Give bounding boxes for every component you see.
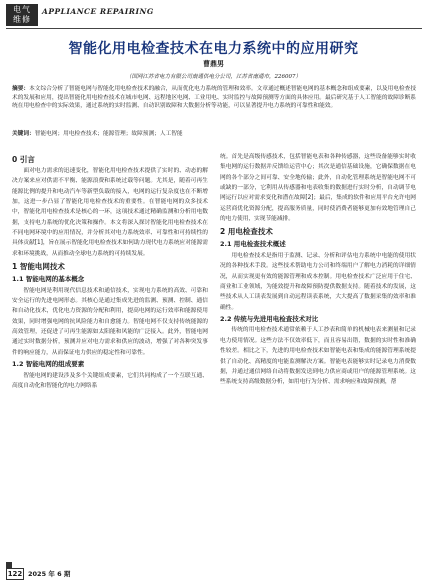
journal-header: [0, 0, 427, 30]
body-paragraph: 智能电网的建设涉及多个关键组成要素，它们共同构成了一个互联互通、高度自动化和智能化的电力网络系: [12, 372, 208, 389]
author-affiliation: （国网江苏省电力有限公司南通供电分公司，江苏省南通市，226007）: [126, 74, 301, 80]
abstract-label: 摘要：: [12, 86, 30, 92]
section-label: APPLIANCE REPAIRING: [42, 7, 154, 16]
issue-label: 2025 年 6 期: [28, 570, 71, 578]
keywords: [12, 130, 416, 139]
section-heading: 1 智能电网技术: [12, 262, 65, 272]
keywords-label: 关键词：: [12, 131, 35, 137]
body-paragraph: 用电检查技术是指用于监测、记录、分析和评估电力系统中电能的使用状况的各种技术手段。这些技术帮助电力公司和终端用户了解电力消耗的详细情况，从而实现更有效的能源管理和成本控制。用电检查技术广泛应用于住宅、商业和工业领域，为能效提升和故障预防提供数据支持。随着技术的发展，这些技术从人工读表发展到自动远程读表系统，大大提高了数据采集的效率和准确性。: [220, 252, 416, 311]
abstract: [12, 85, 416, 111]
body-paragraph: 智能电网是利用现代信息技术和通信技术，实现电力系统的高效、可靠和安全运行的先进电网形态。其核心是通过集成先进的监测、预测、控制、通信和自动化技术，优化电力资源的分配和利用，提高电网的运行效率和能源使用效果，同时增强电网的抗风险能力和自愈能力。智能电网不仅支持传统能源的高效管理，还促进了可再生能源如太阳能和风能的广泛接入。此外，智能电网通过实时数据分析，预测并应对电力需求和供应的波动，增强了对各种突发事件的响应能力，从而保证电力供应的稳定性和可靠性。: [12, 287, 208, 356]
body-paragraph: 传统的用电检查技术通常依赖于人工抄表和简单的机械电表来测量和记录电力使用情况。这些方法不仅效率低下，而且容易出错，数据的实时性和准确性较差。相比之下，先进的用电检查技术如智能电表和集成的能源管理系统提供了自动化、高精度的电能监测解决方案。智能电表能够实时记录电力消费数据，并通过通信网络自动将数据发送到电力供应商或用户的能源管理系统。这些系统支持高级数据分析，如用电行为分析、需求响应和故障预测，帮: [220, 327, 416, 386]
logo-text: 电气 维修: [13, 5, 31, 24]
subsection-heading: 1.1 智能电网的基本概念: [12, 275, 85, 284]
right-column: [220, 152, 416, 388]
subsection-heading: 1.2 智能电网的组成要素: [12, 360, 85, 368]
page-number: 122: [7, 570, 23, 578]
abstract-text: 本文综合分析了智能电网与智能化用电检查技术的融合，从而优化电力系统的管理和效率。文章通过概述智能电网的基本概念和组成要素，以及用电检查技术的发展和应用，提出智能化用电检查技术在城市电网、远程地区电网、工业用电、实时监控与故障预测等方面的具体应用。最后研究基于人工智能的故障诊断系统在用电检查中的实际效果，通过系统的实时监测、自动识别故障和大数据分析等功能，可以显著提升电力系统的可靠性和能效。: [12, 86, 417, 110]
left-column: [12, 152, 208, 391]
subsection-heading: 2.1 用电检查技术概述: [220, 240, 286, 249]
body-paragraph: 统。首先是高级传感技术，包括智能电表和各种传感器，这些设备能够实时收集电网的运行数据并反馈给运营中心；其次是通信基础设施，它确保数据在电网的各个部分之间可靠、安全地传输；此外，自动化管理系统是智能电网不可或缺的一部分，它利用从传感器和电表收集的数据进行实时分析，自动调节电网运行以应对需求变化和潜在故障[2]；最后，集成的软件和应用平台允许电网运营商优化资源分配，提高服务质量，同时使消费者能够更加有效地管理自己的电力使用，实现节能减排。: [220, 154, 416, 223]
section-heading: 0 引言: [12, 155, 35, 164]
section-heading: 2 用电检查技术: [220, 227, 273, 237]
body-paragraph: 面对电力需求的迅速变化，智能化用电检查技术提供了实时的、动态的解决方案来应对供需不平衡、能源浪费和系统过载等问题。尤其是，随着可再生能源比例的提升和电动汽车等新型负载的接入，电网的运行复杂度也在不断增加，这进一步凸显了智能化用电检查技术的重要性。在智能电网的众多技术中，智能化用电检查技术是核心的一环，这项技术通过精确监测和分析用电数据，支持电力系统的优化决策和操作。本文将深入探讨智能化用电检查技术在不同电网环境中的应用情况，并分析其对电力系统效率、可靠性和可持续性的具体贡献[1]，旨在展示智能化用电检查技术如何助力现代电力系统应对能源需求和环境挑战，从而推动全球电力系统的可持续发展。: [12, 168, 208, 257]
article-title: 智能化用电检查技术在电力系统中的应用研究: [68, 41, 359, 57]
journal-logo: [6, 4, 38, 26]
keywords-text: 智能电网；用电检查技术；能源管理；故障预测；人工智能: [34, 131, 183, 137]
article-author: 曹鼎男: [203, 60, 224, 68]
subsection-heading: 2.2 传统与先进用电检查技术对比: [220, 314, 319, 323]
header-rule: [6, 28, 422, 29]
